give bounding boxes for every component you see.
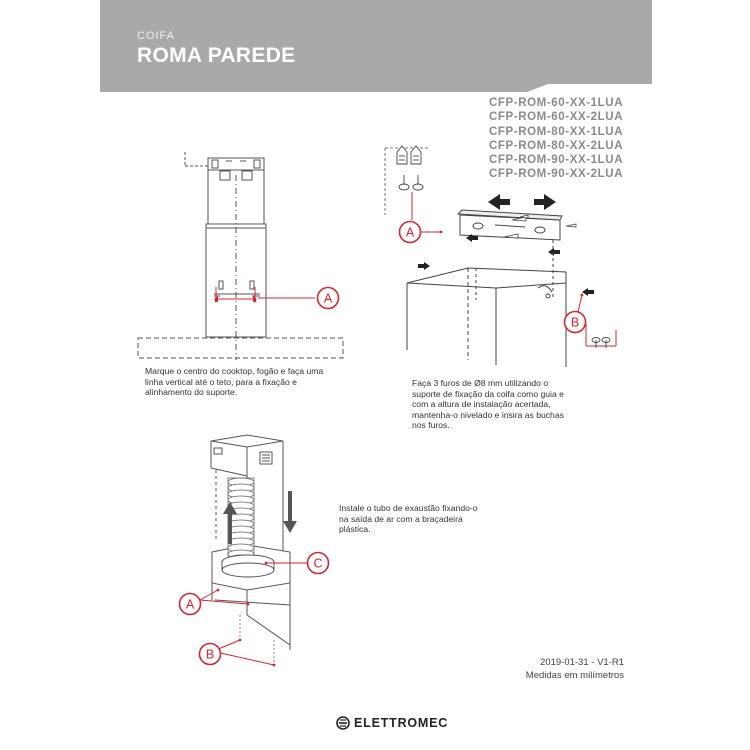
product-category: COIFA — [137, 30, 176, 42]
callout-a-letter: A — [323, 291, 333, 306]
brand — [336, 716, 448, 730]
callout-b-letter: B — [570, 315, 580, 330]
footer-info — [526, 656, 624, 682]
callout-a-letter: A — [185, 597, 195, 612]
product-title: ROMA PAREDE — [137, 44, 296, 67]
model-code: CFP-ROM-80-XX-1LUA — [489, 125, 624, 138]
model-code: CFP-ROM-80-XX-2LUA — [489, 139, 624, 152]
units-note: Medidas em milímetros — [525, 670, 624, 681]
step1-caption: Marque o centro do cooktop, fogão e faça uma linha vertical até o teto, para a fixação e alinhamento do suporte. — [145, 366, 324, 398]
model-code: CFP-ROM-90-XX-2LUA — [489, 168, 624, 181]
step2-caption: Faça 3 furos de Ø8 mm utilizando o suporte de fixação da coifa como guia e com a altura de instalação acertada, mantenha-o nivelado e insira as buchas nos furos. — [412, 378, 564, 431]
elettromec-logo-icon — [336, 716, 350, 730]
model-code: CFP-ROM-60-XX-1LUA — [489, 97, 624, 109]
brand-name: ELETTROMEC — [354, 716, 449, 730]
revision-date: 2019-01-31 - V1-R1 — [540, 657, 624, 668]
callout-a-letter: A — [405, 225, 415, 240]
callout-c-letter: C — [313, 556, 323, 571]
step3-caption: Instale o tubo de exaustão fixando-o na saída de ar com a braçadeira plástica. — [339, 503, 478, 535]
model-code: CFP-ROM-60-XX-2LUA — [489, 111, 624, 124]
model-code: CFP-ROM-90-XX-1LUA — [489, 154, 624, 167]
callout-b-letter: B — [205, 647, 215, 662]
